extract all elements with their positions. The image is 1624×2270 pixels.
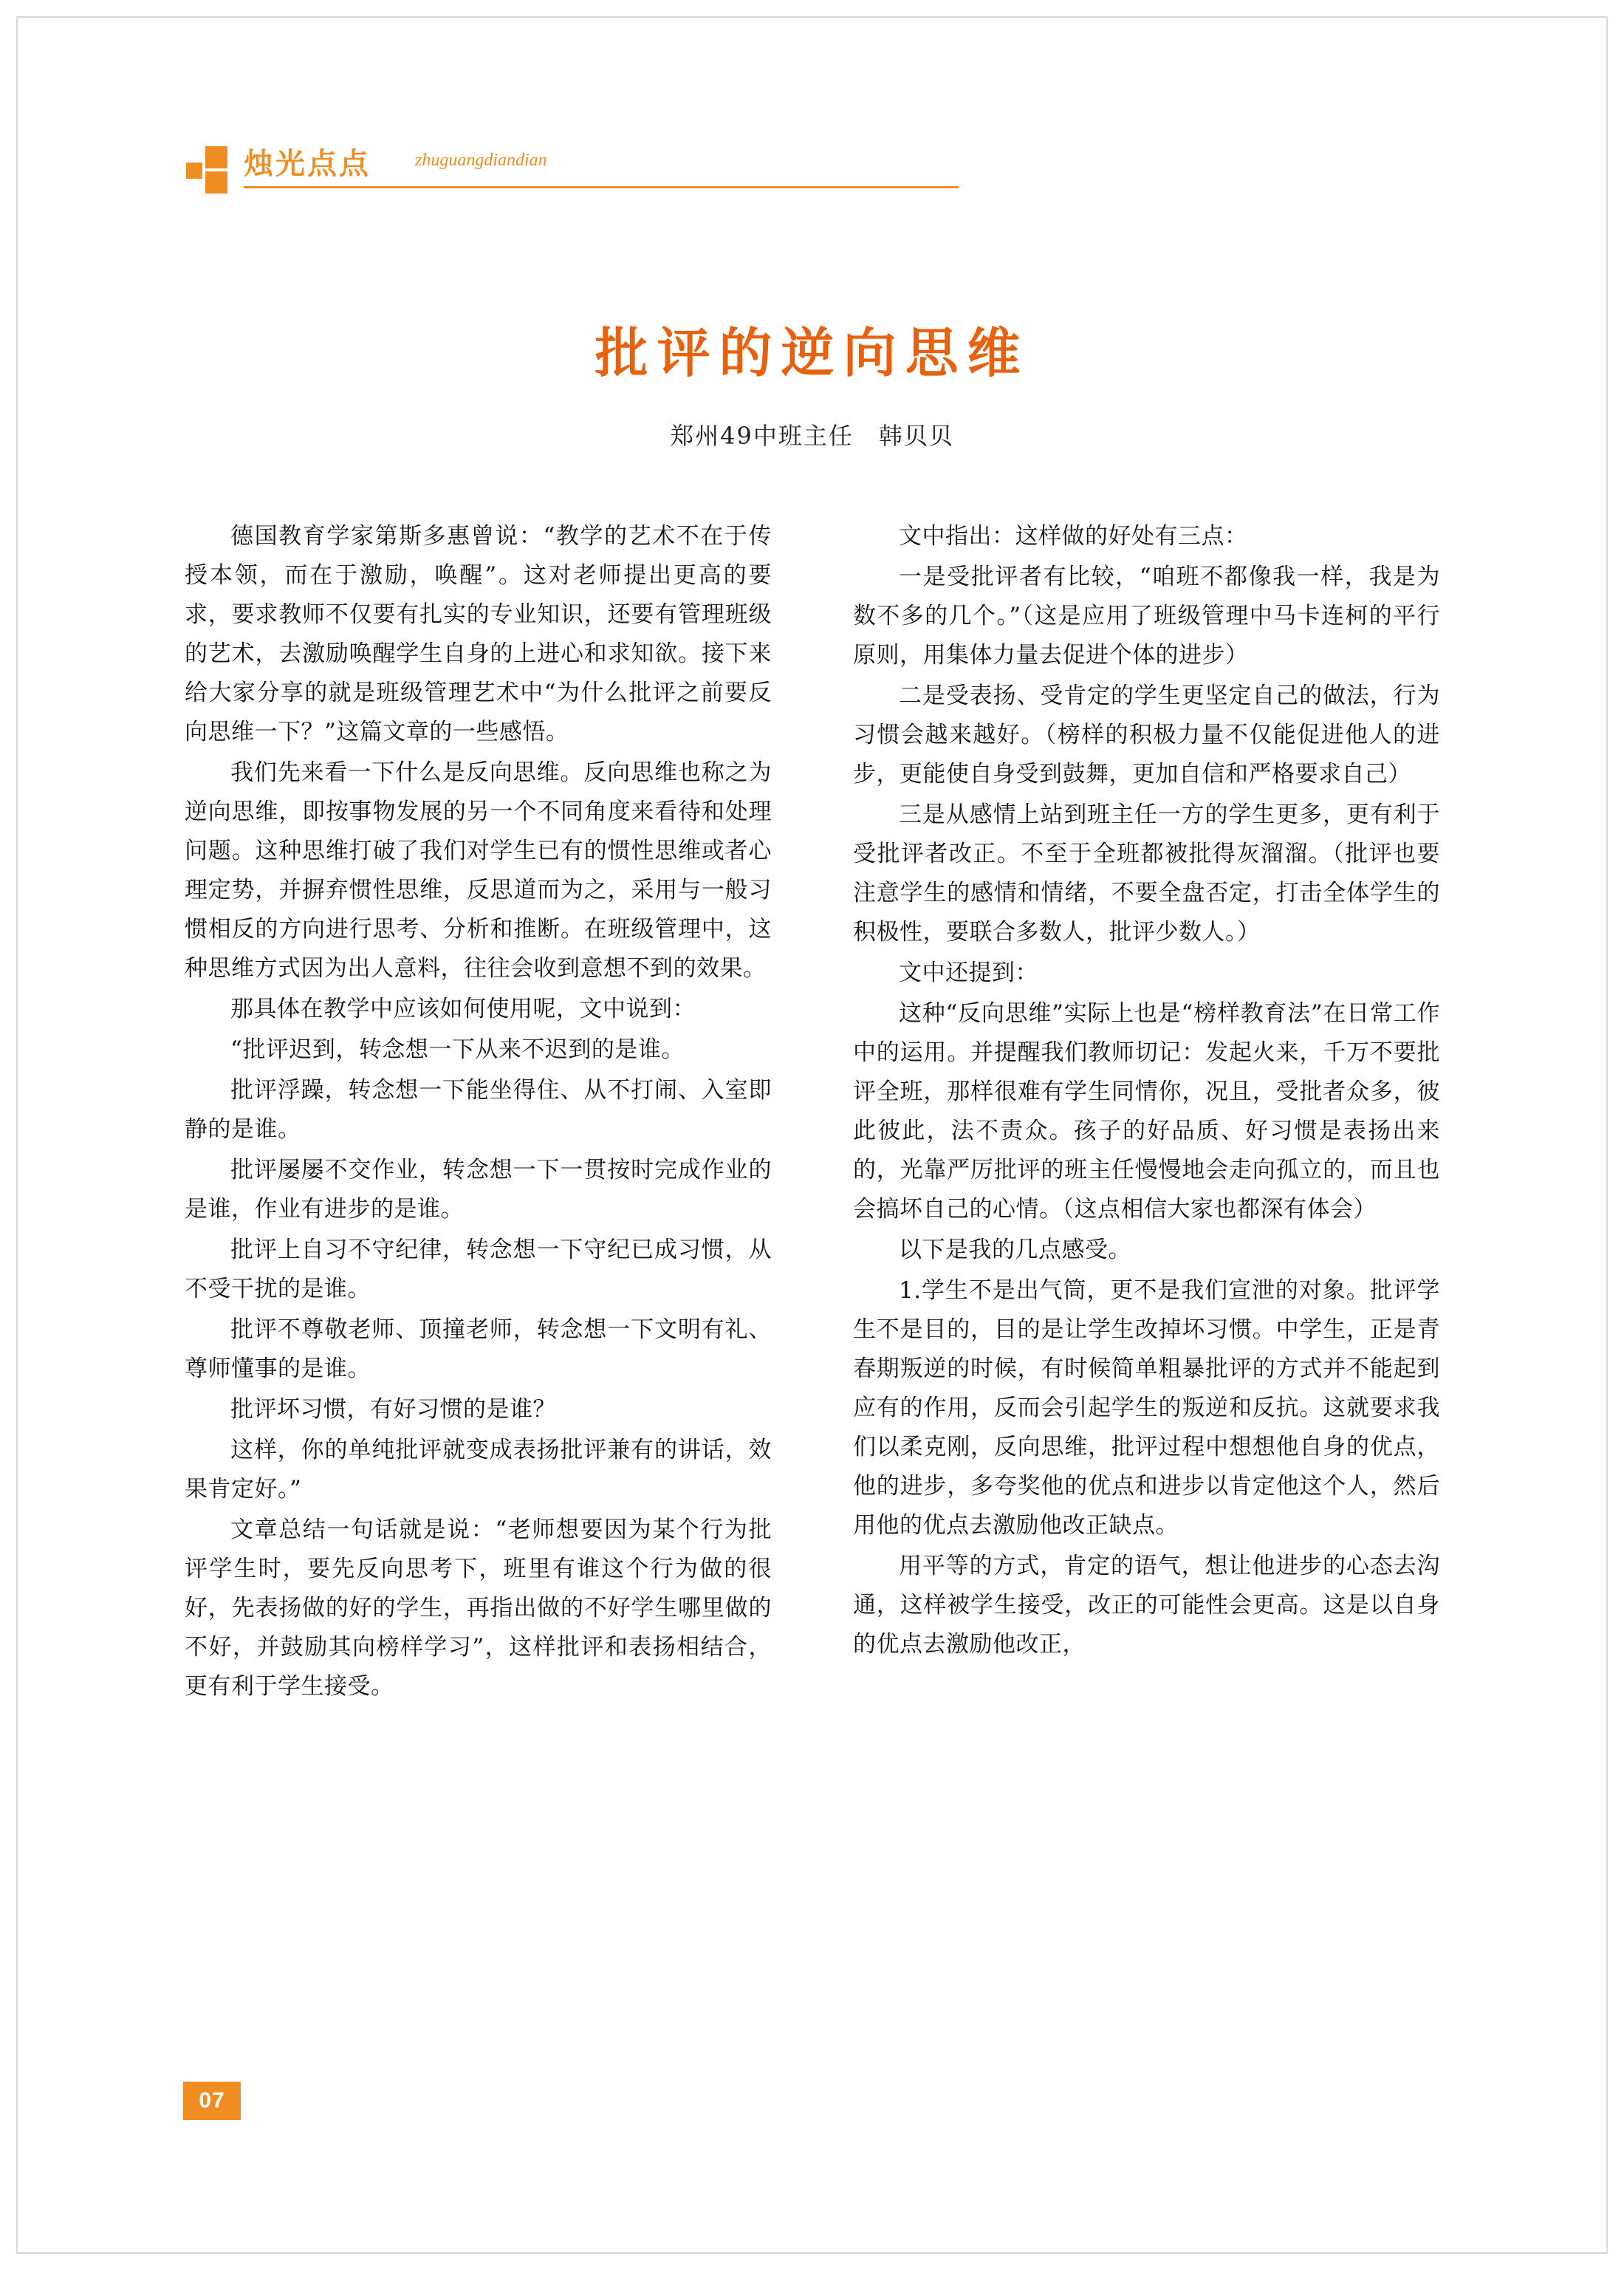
paragraph: 我们先来看一下什么是反向思维。反向思维也称之为逆向思维，即按事物发展的另一个不同角度来看待和处理问题。这种思维打破了我们对学生已有的惯性思维或者心理定势，并摒弃惯性思维，反思道而为之，采用与一般习惯相反的方向进行思考、分析和推断。在班级管理中，这种思维方式因为出人意料，往往会收到意想不到的效果。 <box>185 759 772 982</box>
header-divider <box>244 186 959 188</box>
paragraph: 这种“反向思维”实际上也是“榜样教育法”在日常工作中的运用。并提醒我们教师切记：发起火来，千万不要批评全班，那样很难有学生同情你，况且，受批者众多，彼此彼此，法不责众。孩子的好品质、好习惯是表扬出来的，光靠严厉批评的班主任慢慢地会走向孤立的，而且也会搞坏自己的心情。（这点相信大家也都深有体会） <box>853 1000 1440 1223</box>
section-title: 烛光点点 <box>244 147 371 181</box>
article-byline: 郑州49中班主任 韩贝贝 <box>670 422 954 450</box>
column-right <box>853 517 1440 2017</box>
paragraph: 批评坏习惯，有好习惯的是谁？ <box>230 1396 556 1423</box>
page-number-badge: 07 <box>183 2082 241 2120</box>
paragraph: 这样，你的单纯批评就变成表扬批评兼有的讲话，效果肯定好。” <box>185 1437 772 1502</box>
paragraph: 三是从感情上站到班主任一方的学生更多，更有利于受批评者改正。不至于全班都被批得灰溜溜。（批评也要注意学生的感情和情绪，不要全盘否定，打击全体学生的积极性，要联合多数人，批评少数人。） <box>853 801 1440 946</box>
paragraph: 用平等的方式，肯定的语气，想让他进步的心态去沟通，这样被学生接受，改正的可能性会更高。这是以自身的优点去激励他改正， <box>853 1553 1440 1658</box>
paragraph: 文章总结一句话就是说：“老师想要因为某个行为批评学生时，要先反向思考下，班里有谁这个行为做的很好，先表扬做的好的学生，再指出做的不好学生哪里做的不好，并鼓励其向榜样学习”，这样批评和表扬相结合，更有利于学生接受。 <box>185 1517 772 1700</box>
paragraph: 批评不尊敬老师、顶撞老师，转念想一下文明有礼、尊师懂事的是谁。 <box>185 1316 772 1382</box>
section-header <box>186 140 806 211</box>
paragraph: 批评浮躁，转念想一下能坐得住、从不打闹、入室即静的是谁。 <box>185 1077 772 1143</box>
paragraph: 一是受批评者有比较，“咱班不都像我一样，我是为数不多的几个。”（这是应用了班级管理中马卡连柯的平行原则，用集体力量去促进个体的进步） <box>853 564 1440 669</box>
paragraph: 文中还提到： <box>899 960 1038 986</box>
paragraph: “批评迟到，转念想一下从来不迟到的是谁。 <box>230 1036 685 1063</box>
decorative-squares-icon <box>186 146 232 192</box>
column-left <box>185 517 772 2017</box>
paragraph: 1.学生不是出气筒，更不是我们宣泄的对象。批评学生不是目的，目的是让学生改掉坏习惯。中学生，正是青春期叛逆的时候，有时候简单粗暴批评的方式并不能起到应有的作用，反而会引起学生的叛逆和反抗。这就要求我们以柔克刚，反向思维，批评过程中想想他自身的优点，他的进步，多夸奖他的优点和进步以肯定他这个人，然后用他的优点去激励他改正缺点。 <box>853 1277 1440 1539</box>
article-body <box>185 517 1440 2017</box>
paragraph: 以下是我的几点感受。 <box>899 1237 1131 1263</box>
paragraph: 那具体在教学中应该如何使用呢，文中说到： <box>230 996 696 1022</box>
paragraph: 批评屡屡不交作业，转念想一下一贯按时完成作业的是谁，作业有进步的是谁。 <box>185 1157 772 1223</box>
section-pinyin: zhuguangdiandian <box>415 151 547 170</box>
paragraph: 文中指出：这样做的好处有三点： <box>899 523 1248 550</box>
page-title: 批评的逆向思维 <box>595 322 1029 384</box>
paragraph: 批评上自习不守纪律，转念想一下守纪已成习惯，从不受干扰的是谁。 <box>185 1237 772 1302</box>
paragraph: 德国教育学家第斯多惠曾说：“教学的艺术不在于传授本领，而在于激励，唤醒”。这对老师提出更高的要求，要求教师不仅要有扎实的专业知识，还要有管理班级的艺术，去激励唤醒学生自身的上进心和求知欲。接下来给大家分享的就是班级管理艺术中“为什么批评之前要反向思维一下？”这篇文章的一些感悟。 <box>185 523 772 745</box>
paragraph: 二是受表扬、受肯定的学生更坚定自己的做法，行为习惯会越来越好。（榜样的积极力量不仅能促进他人的进步，更能使自身受到鼓舞，更加自信和严格要求自己） <box>853 683 1440 787</box>
